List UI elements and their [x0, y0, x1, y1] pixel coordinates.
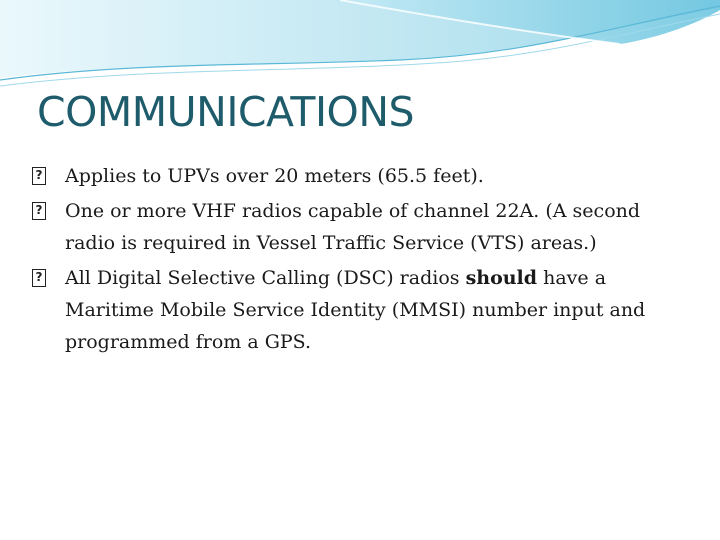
bullet-item — [0, 160, 720, 192]
bullet-text: One or more VHF radios capable of channel 22A. (A second radio is required in Vessel Traffic Service (VTS) areas.) — [65, 200, 641, 254]
bullet-text: All Digital Selective Calling (DSC) radios — [65, 267, 466, 289]
bullet-text: Applies to UPVs over 20 meters (65.5 feet). — [65, 165, 484, 187]
bullet-list — [0, 160, 720, 361]
bullet-item — [0, 195, 720, 259]
slide-title: COMMUNICATIONS — [37, 88, 415, 136]
missing-glyph-bullet-icon — [32, 269, 46, 287]
top-wave-decoration — [0, 0, 720, 95]
bullet-text-emphasis: should — [465, 267, 538, 289]
bullet-item — [0, 262, 720, 358]
missing-glyph-bullet-icon — [32, 167, 46, 185]
bullet-text: have a Maritime Mobile Service Identity (MMSI) number input and programmed from a GPS. — [65, 267, 646, 353]
missing-glyph-bullet-icon — [32, 202, 46, 220]
